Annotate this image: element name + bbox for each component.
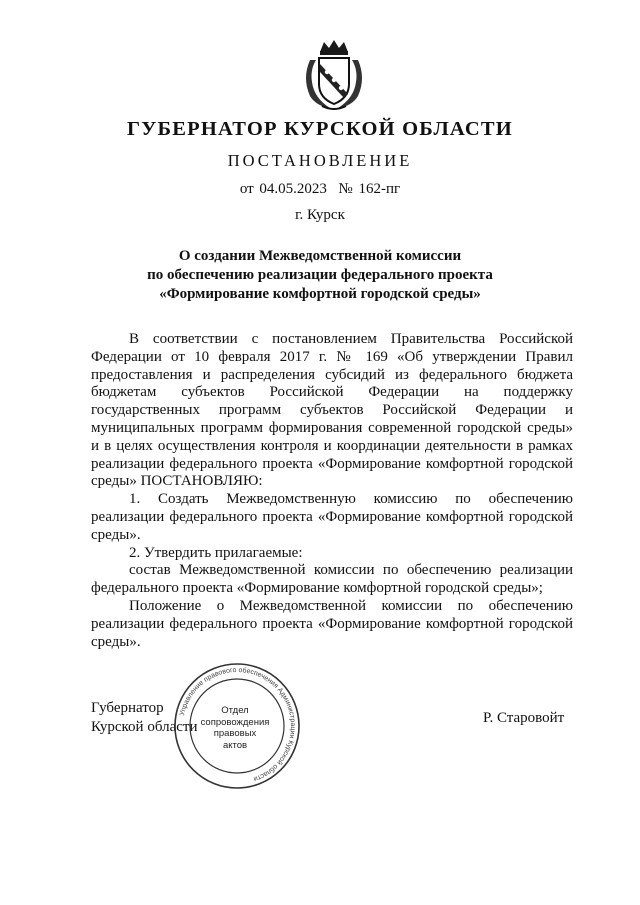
title-line: О создании Межведомственной комиссии	[178, 248, 462, 264]
position-line: Курской области	[91, 719, 198, 735]
clause-1: 1. Создать Межведомственную комиссию по обеспечению реализации федерального проекта «Формирование комфортной городской среды».	[91, 491, 573, 543]
authority-heading: ГУБЕРНАТОР КУРСКОЙ ОБЛАСТИ	[127, 118, 513, 140]
clause-2: 2. Утвердить прилагаемые:	[129, 544, 303, 561]
stamp-line: актов	[222, 739, 248, 751]
document-type: ПОСТАНОВЛЕНИЕ	[227, 151, 413, 170]
document-title	[100, 247, 540, 304]
preamble-paragraph: В соответствии с постановлением Правительства Российской Федерации от 10 февраля 2017 г. № 169 «Об утверждении Правил предоставления и распределения субсидий из федерального бюджета бюджетам субъектов Российской Федерации на поддержку государственных программ субъектов Российской Федерации и муниципальных программ формирования современной городской среды» и в целях осуществления контроля и координации деятельности в рамках реализации федерального проекта «Формирование комфортной городской среды» ПОСТАНОВЛЯЮ:	[91, 331, 573, 490]
signatory-name: Р. Старовойт	[483, 710, 565, 726]
clause-2-composition: состав Межведомственной комиссии по обеспечению реализации федерального проекта «Формирование комфортной городской среды»;	[91, 562, 573, 597]
document-body	[91, 331, 573, 651]
title-line: по обеспечению реализации федерального проекта	[147, 267, 493, 283]
coat-of-arms-icon	[300, 38, 368, 112]
stamp-line: Отдел	[221, 705, 249, 716]
stamp-line: сопровождения	[200, 716, 270, 728]
position-line: Губернатор	[91, 700, 164, 716]
clause-2-regulation: Положение о Межведомственной комиссии по обеспечению реализации федерального проекта «Формирование комфортной городской среды».	[91, 597, 573, 650]
stamp-center-text	[190, 705, 280, 751]
document-city: г. Курск	[295, 207, 345, 223]
document-date-number: от 04.05.2023 № 162-пг	[239, 181, 401, 197]
title-line: «Формирование комфортной городской среды»	[159, 286, 481, 302]
stamp-line: правовых	[213, 728, 257, 739]
stamp-ring-text: Управление правового обеспечения Администрации Курской области	[179, 666, 297, 783]
